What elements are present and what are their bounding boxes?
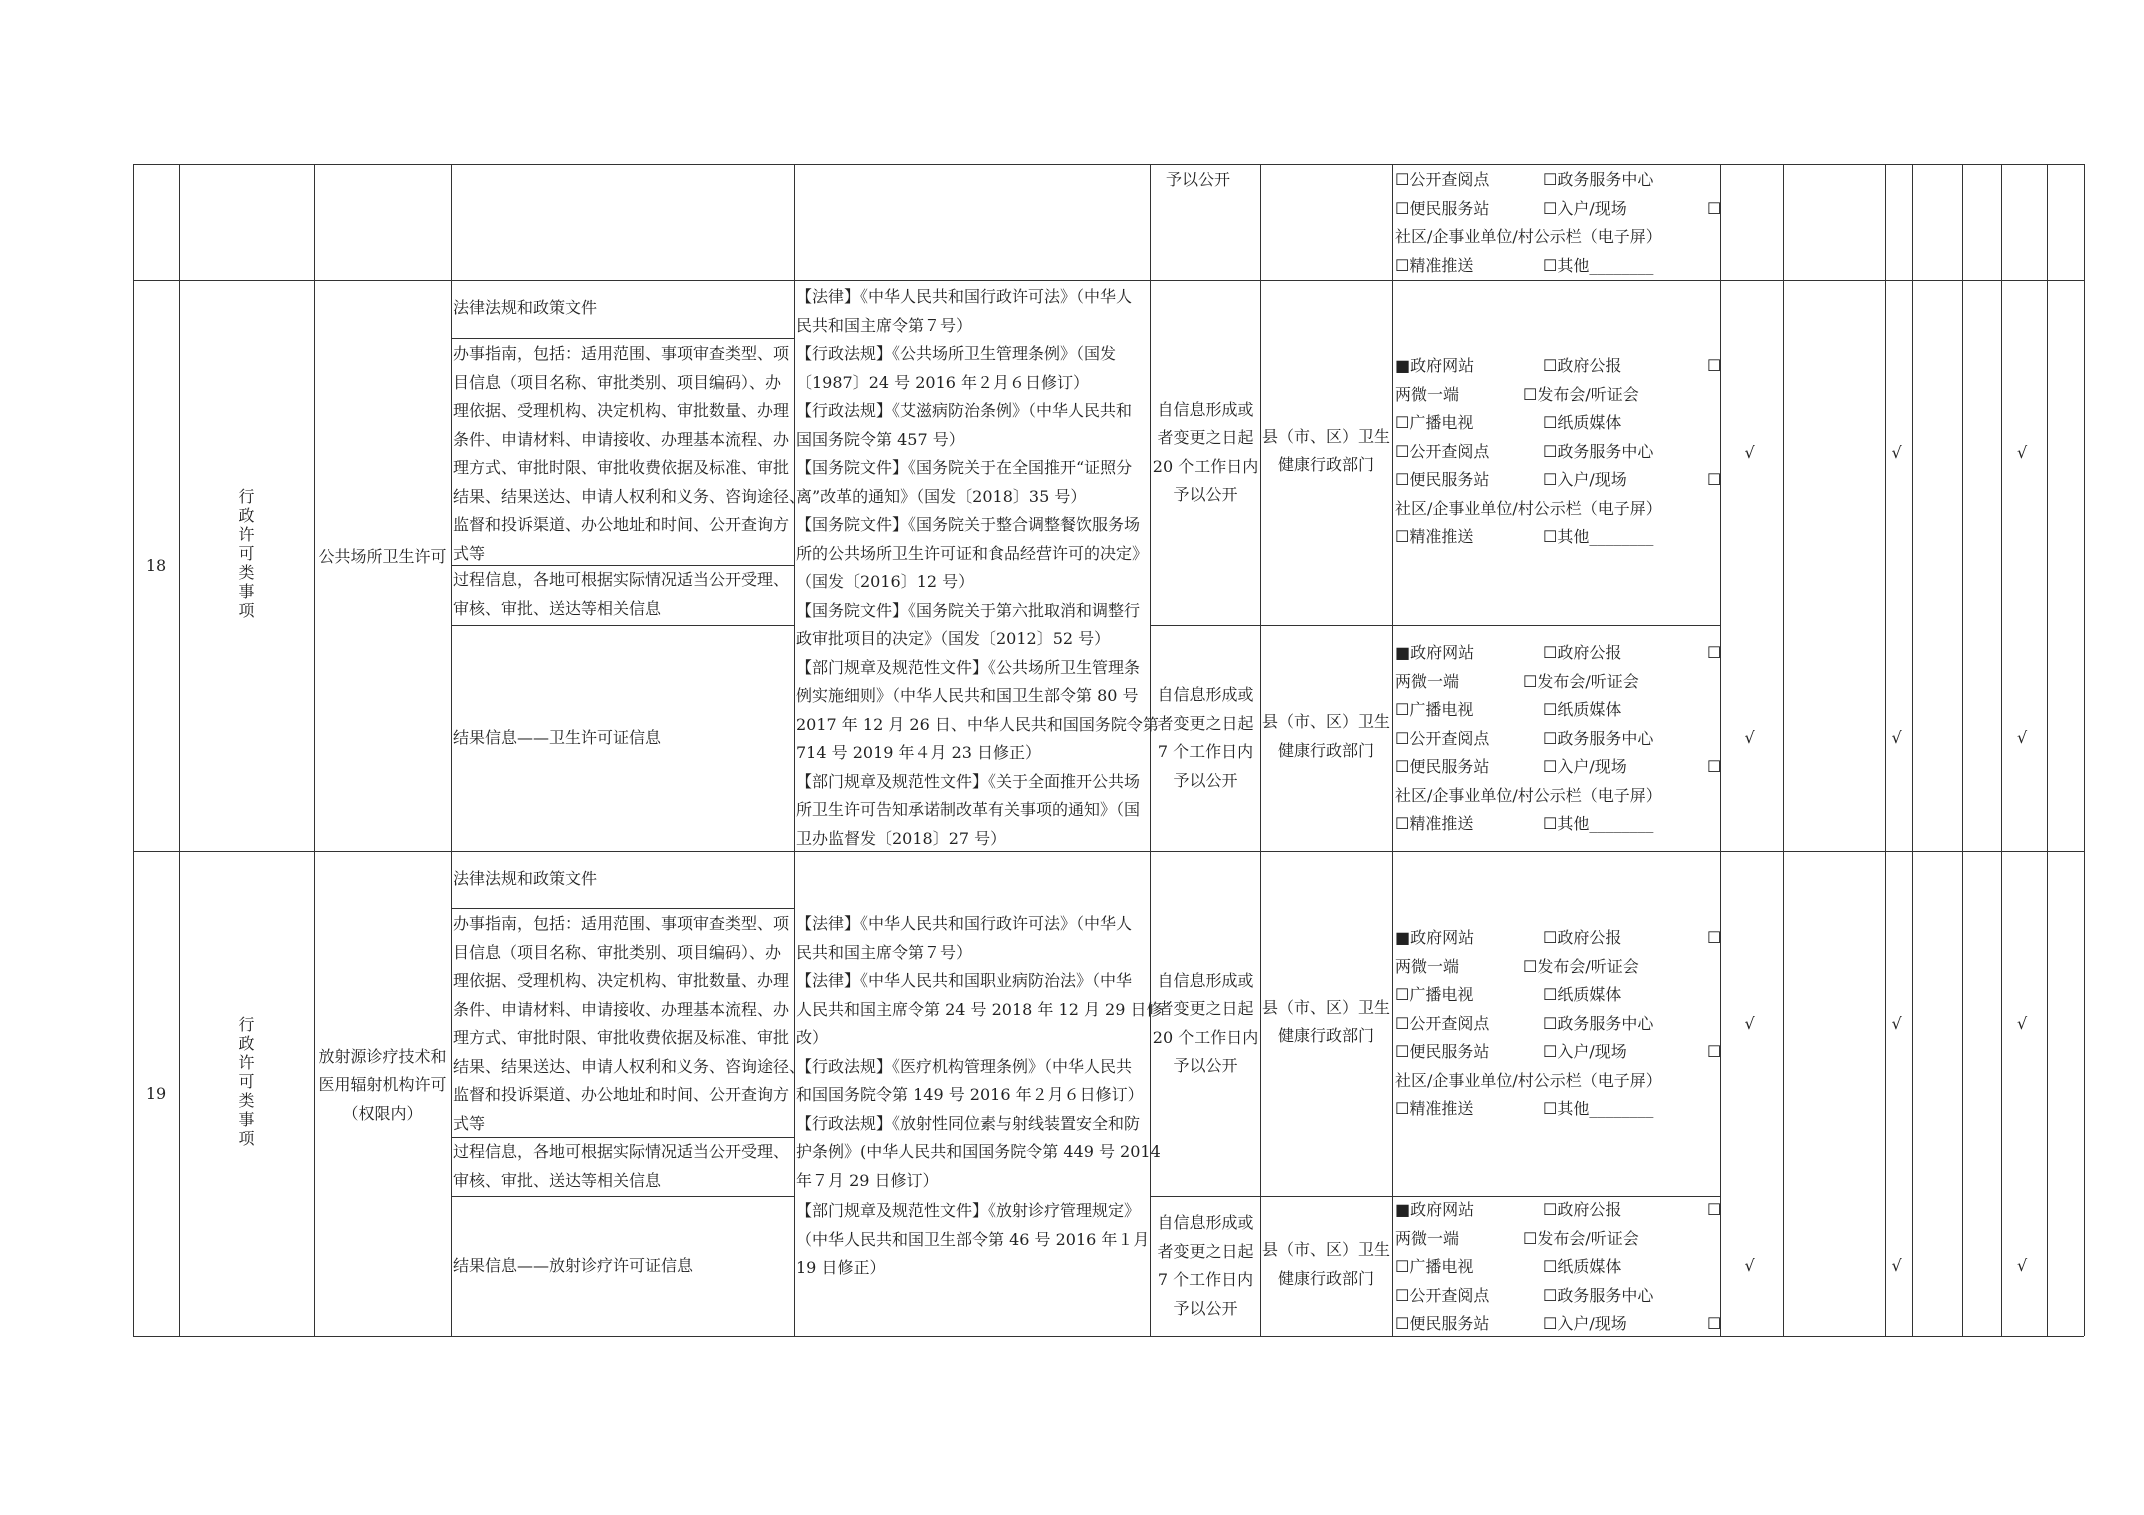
channel-option: ☐精准推送	[1395, 255, 1474, 275]
channel-option: 两微一端	[1395, 671, 1460, 691]
channel-option: ☐精准推送	[1395, 527, 1474, 546]
table-rule	[2001, 164, 2002, 1336]
table-rule	[314, 164, 315, 1336]
check-mark: √	[1891, 442, 1902, 462]
table-rule	[451, 338, 794, 339]
table-rule	[451, 164, 452, 1336]
category-label: 行政许可类事项	[238, 487, 255, 620]
check-mark: √	[2017, 728, 2028, 747]
channel-option: ☐广播电视	[1395, 1257, 1474, 1276]
check-mark: √	[1744, 1256, 1755, 1275]
check-mark: √	[1891, 1013, 1902, 1033]
channel-option: ☐纸质媒体	[1543, 700, 1622, 719]
channel-option: ☐政务服务中心	[1543, 441, 1654, 461]
content-item-process: 过程信息，各地可根据实际情况适当公开受理、 审核、审批、送达等相关信息	[453, 1142, 790, 1190]
channel-option: ☐入户/现场	[1543, 1314, 1627, 1333]
row-number: 18	[145, 555, 167, 575]
checkbox-icon: ☐	[1707, 1314, 1722, 1333]
channel-option: ☐政务服务中心	[1543, 1013, 1654, 1033]
check-mark: √	[2017, 1013, 2028, 1033]
content-item-laws: 法律法规和政策文件	[453, 869, 598, 888]
channel-option: ☐公开查阅点	[1395, 170, 1490, 189]
table-rule	[133, 280, 2084, 281]
channel-option: ■政府网站	[1395, 928, 1475, 947]
check-mark: √	[1891, 1256, 1902, 1275]
checkbox-icon: ☐	[1707, 198, 1722, 218]
deadline-text: 自信息形成或 者变更之日起 20 个工作日内 予以公开	[1152, 399, 1259, 504]
responsible-department: 县（市、区）卫生 健康行政部门	[1261, 712, 1390, 760]
table-rule	[1912, 164, 1913, 1336]
content-item-guide: 办事指南，包括：适用范围、事项审查类型、项 目信息（项目名称、审批类别、项目编码）、办 理依据、受理机构、决定机构、审批数量、办理 条件、申请材料、申请接收、办理基本流程、办 理方式、审批时限、审批收费依据及标准、审批 结果、结果送达、申请人权利和义务、咨询途径、 监督和投诉渠道、办公地址和时间、公开查询方 式等	[453, 344, 806, 563]
legal-basis-text: 【法律】《中华人民共和国行政许可法》（中华人 民共和国主席令第７号） 【法律】《中华人民共和国职业病防治法》（中华 人民共和国主席令第 24 号 2018 年 12 月 29 日修 改） 【行政法规】《医疗机构管理条例》（中华人民共 和国国务院令第 149 号 2016 年２月６日修订） 【行政法规】《放射性同位素与射线装置安全和防 护条例》(中华人民共和国国务院令第 449 号 2014 年７月 29 日修订）	[796, 914, 1163, 1190]
channel-option: ☐便民服务站	[1395, 470, 1490, 489]
table-rule	[451, 1196, 794, 1197]
checkbox-icon: ☐	[1707, 757, 1722, 776]
table-rule	[1962, 164, 1963, 1336]
channel-option: ☐其他________	[1543, 814, 1654, 833]
responsible-department: 县（市、区）卫生 健康行政部门	[1261, 1240, 1390, 1288]
channel-option: ☐广播电视	[1395, 985, 1474, 1004]
channel-option: ☐入户/现场	[1543, 198, 1627, 218]
channel-option: ☐发布会/听证会	[1523, 1228, 1639, 1248]
table-rule	[133, 164, 134, 1336]
channel-option: 社区/企事业单位/村公示栏（电子屏）	[1395, 498, 1662, 518]
deadline-text: 自信息形成或 者变更之日起 7 个工作日内 予以公开	[1157, 1213, 1254, 1318]
table-rule	[451, 625, 794, 626]
check-mark: √	[1891, 728, 1902, 747]
checkbox-icon: ☐	[1707, 1200, 1722, 1219]
table-rule	[2047, 164, 2048, 1336]
check-mark: √	[1744, 442, 1755, 462]
responsible-department: 县（市、区）卫生 健康行政部门	[1261, 426, 1390, 474]
channel-option: ☐其他________	[1543, 255, 1654, 275]
channel-option: ☐入户/现场	[1543, 470, 1627, 489]
content-item-guide: 办事指南，包括：适用范围、事项审查类型、项 目信息（项目名称、审批类别、项目编码）、办 理依据、受理机构、决定机构、审批数量、办理 条件、申请材料、申请接收、办理基本流程、办 理方式、审批时限、审批收费依据及标准、审批 结果、结果送达、申请人权利和义务、咨询途径、 监督和投诉渠道、办公地址和时间、公开查询方 式等	[453, 914, 806, 1133]
responsible-department: 县（市、区）卫生 健康行政部门	[1261, 997, 1390, 1045]
content-item-result: 结果信息——卫生许可证信息	[453, 728, 662, 747]
legal-basis-text: 【部门规章及规范性文件】《放射诊疗管理规定》 （中华人民共和国卫生部令第 46 号 2016 年１月 19 日修正）	[796, 1201, 1150, 1277]
check-mark: √	[1744, 1013, 1755, 1033]
table-rule	[451, 908, 794, 909]
channel-option: ☐入户/现场	[1543, 757, 1627, 776]
channel-option: ☐发布会/听证会	[1523, 956, 1639, 976]
deadline-text: 自信息形成或 者变更之日起 7 个工作日内 予以公开	[1157, 685, 1254, 790]
checkbox-icon: ☐	[1707, 1042, 1722, 1061]
channel-option: ☐便民服务站	[1395, 198, 1490, 218]
channel-option: ☐公开查阅点	[1395, 1013, 1490, 1033]
channel-option: ☐公开查阅点	[1395, 441, 1490, 461]
channel-option: ☐广播电视	[1395, 700, 1474, 719]
content-item-result: 结果信息——放射诊疗许可证信息	[453, 1256, 694, 1275]
channel-option: ☐便民服务站	[1395, 757, 1490, 776]
check-mark: √	[1744, 728, 1755, 747]
check-mark: √	[2017, 1256, 2028, 1275]
channel-option: ☐精准推送	[1395, 814, 1474, 833]
channel-option: ☐便民服务站	[1395, 1042, 1490, 1061]
checkbox-icon: ☐	[1707, 928, 1722, 947]
table-rule	[133, 1336, 2084, 1337]
channel-option: ☐其他________	[1543, 527, 1654, 546]
channel-option: ☐政务服务中心	[1543, 728, 1654, 748]
category-label: 行政许可类事项	[238, 1015, 255, 1148]
deadline-text: 自信息形成或 者变更之日起 20 个工作日内 予以公开	[1152, 970, 1259, 1075]
item-name: 公共场所卫生许可	[318, 547, 447, 567]
channel-option: ☐纸质媒体	[1543, 413, 1622, 432]
channel-option: ☐入户/现场	[1543, 1042, 1627, 1061]
channel-option: 两微一端	[1395, 384, 1460, 404]
channel-option: ☐政府公报	[1543, 356, 1622, 375]
table-rule	[179, 164, 180, 1336]
channel-option: ☐政务服务中心	[1543, 1285, 1654, 1305]
table-rule	[2084, 164, 2085, 1336]
channel-option: 社区/企事业单位/村公示栏（电子屏）	[1395, 227, 1662, 246]
channel-option: ☐广播电视	[1395, 413, 1474, 432]
table-rule	[1885, 164, 1886, 1336]
channel-option: 两微一端	[1395, 956, 1460, 976]
channel-option: ☐精准推送	[1395, 1099, 1474, 1118]
channel-option: ■政府网站	[1395, 643, 1475, 662]
row-number: 19	[145, 1083, 167, 1103]
channel-option: 社区/企事业单位/村公示栏（电子屏）	[1395, 785, 1662, 805]
channel-option: ■政府网站	[1395, 1200, 1475, 1219]
channel-option: ☐其他________	[1543, 1099, 1654, 1118]
table-rule	[1720, 164, 1721, 1336]
channel-option: ■政府网站	[1395, 356, 1475, 375]
channel-option: ☐纸质媒体	[1543, 985, 1622, 1004]
check-mark: √	[2017, 442, 2028, 462]
channel-option: ☐政府公报	[1543, 643, 1622, 662]
channel-option: ☐政务服务中心	[1543, 170, 1654, 189]
legal-basis-text: 【法律】《中华人民共和国行政许可法》（中华人 民共和国主席令第７号） 【行政法规】《公共场所卫生管理条例》（国发 〔1987〕24 号 2016 年２月６日修订） 【行政法规】《艾滋病防治条例》（中华人民共和 国国务院令第 457 号） 【国务院文件】《国务院关于在全国推开“证照分 离”改革的通知》（国发〔2018〕35 号） 【国务院文件】《国务院关于整合调整餐饮服务场 所的公共场所卫生许可证和食品经营许可的决定》 （国发〔2016〕12 号） 【国务院文件】《国务院关于第六批取消和调整行 政审批项目的决定》（国发〔2012〕52 号） 【部门规章及规范性文件】《公共场所卫生管理条 例实施细则》（中华人民共和国卫生部令第 80 号 2017 年 12 月 26 日、中华人民共和国国务院令第 714 号 2019 年４月 23 日修正） 【部门规章及规范性文件】《关于全面推开公共场 所卫生许可告知承诺制改革有关事项的通知》（国 卫办监督发〔2018〕27 号）	[796, 287, 1159, 848]
checkbox-icon: ☐	[1707, 470, 1722, 489]
channel-option: ☐发布会/听证会	[1523, 384, 1639, 404]
channel-option: ☐公开查阅点	[1395, 728, 1490, 748]
table-rule	[133, 164, 2084, 165]
channel-option: ☐公开查阅点	[1395, 1285, 1490, 1305]
channel-option: ☐纸质媒体	[1543, 1257, 1622, 1276]
table-rule	[1392, 164, 1393, 1336]
table-rule	[1150, 625, 1720, 626]
content-item-laws: 法律法规和政策文件	[453, 298, 598, 317]
table-rule	[1783, 164, 1784, 1336]
checkbox-icon: ☐	[1707, 643, 1722, 662]
channel-option: ☐政府公报	[1543, 1200, 1622, 1219]
channel-option: 社区/企事业单位/村公示栏（电子屏）	[1395, 1070, 1662, 1090]
channel-option: 两微一端	[1395, 1228, 1460, 1248]
channel-option: ☐发布会/听证会	[1523, 671, 1639, 691]
deadline-text: 予以公开	[1166, 170, 1231, 189]
item-name: 放射源诊疗技术和 医用辐射机构许可 （权限内）	[318, 1046, 447, 1123]
checkbox-icon: ☐	[1707, 356, 1722, 375]
content-item-process: 过程信息，各地可根据实际情况适当公开受理、 审核、审批、送达等相关信息	[453, 570, 790, 618]
channel-option: ☐便民服务站	[1395, 1314, 1490, 1333]
channel-option: ☐政府公报	[1543, 928, 1622, 947]
